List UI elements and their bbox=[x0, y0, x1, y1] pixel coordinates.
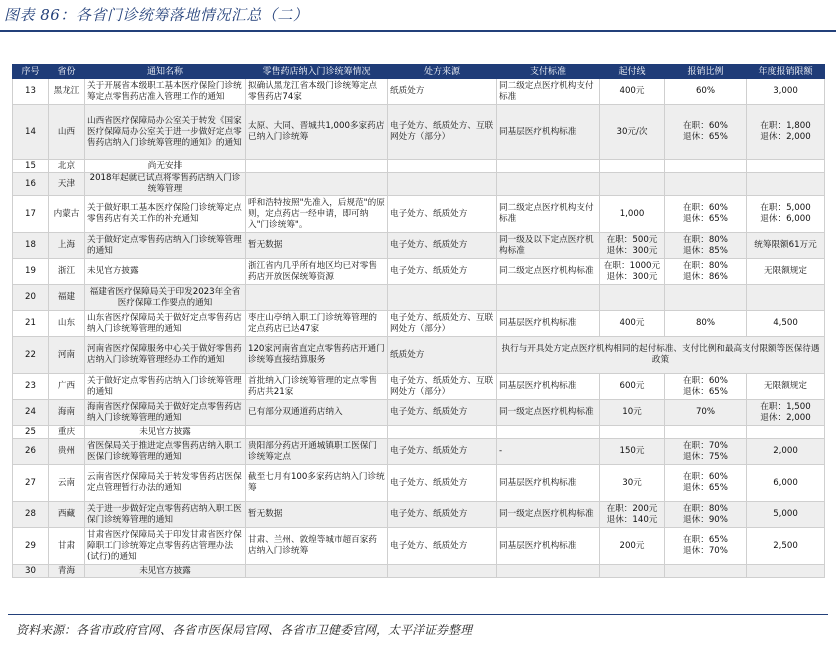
cell-payment-standard: 同二级定点医疗机构标准 bbox=[497, 259, 600, 285]
cell-deductible: 400元 bbox=[600, 79, 665, 105]
header-rx-source: 处方来源 bbox=[388, 65, 497, 79]
cell-no: 24 bbox=[13, 400, 49, 426]
cell-status: 太原、大同、晋城共1,000多家药店已纳入门诊统筹 bbox=[246, 105, 388, 160]
cell-rx-source: 电子处方、纸质处方 bbox=[388, 196, 497, 233]
cell-deductible: 在职：500元 退休：300元 bbox=[600, 233, 665, 259]
cell-annual-limit: 无限额规定 bbox=[747, 374, 825, 400]
cell-ratio bbox=[665, 160, 747, 173]
cell-rx-source bbox=[388, 426, 497, 439]
cell-payment-standard: 同基层医疗机构标准 bbox=[497, 528, 600, 565]
cell-deductible: 30元 bbox=[600, 465, 665, 502]
table-row bbox=[13, 196, 825, 233]
table-row bbox=[13, 311, 825, 337]
cell-status: 贵阳部分药店开通城镇职工医保门诊统筹定点 bbox=[246, 439, 388, 465]
cell-payment-standard bbox=[497, 173, 600, 196]
cell-notice: 关于做好定点零售药店纳入门诊统筹管理的通知 bbox=[85, 233, 246, 259]
table-header-row bbox=[13, 65, 825, 79]
cell-province: 山西 bbox=[49, 105, 85, 160]
cell-province: 内蒙古 bbox=[49, 196, 85, 233]
cell-status: 呼和浩特按照"先准入，后规范"的原则，定点药店一经申请，即可纳入"门诊统筹"。 bbox=[246, 196, 388, 233]
cell-payment-standard: - bbox=[497, 439, 600, 465]
table-row bbox=[13, 426, 825, 439]
cell-status: 枣庄山亭纳入职工门诊统筹管理的定点药店已达47家 bbox=[246, 311, 388, 337]
cell-deductible: 在职：200元 退休：140元 bbox=[600, 502, 665, 528]
cell-ratio: 在职：60% 退休：65% bbox=[665, 374, 747, 400]
cell-annual-limit: 6,000 bbox=[747, 465, 825, 502]
cell-ratio: 在职：70% 退休：75% bbox=[665, 439, 747, 465]
table-row bbox=[13, 233, 825, 259]
cell-payment-standard: 同基层医疗机构标准 bbox=[497, 374, 600, 400]
cell-ratio: 在职：60% 退休：65% bbox=[665, 465, 747, 502]
cell-no: 28 bbox=[13, 502, 49, 528]
cell-annual-limit: 在职：1,800 退休：2,000 bbox=[747, 105, 825, 160]
cell-annual-limit: 2,000 bbox=[747, 439, 825, 465]
header-payment-standard: 支付标准 bbox=[497, 65, 600, 79]
cell-province: 黑龙江 bbox=[49, 79, 85, 105]
cell-status: 截至七月有100多家药店纳入门诊统筹 bbox=[246, 465, 388, 502]
cell-deductible: 1,000 bbox=[600, 196, 665, 233]
cell-notice: 云南省医疗保障局关于转发零售药店医保定点管理暂行办法的通知 bbox=[85, 465, 246, 502]
cell-rx-source: 电子处方、纸质处方 bbox=[388, 439, 497, 465]
cell-deductible: 在职：1000元 退休：300元 bbox=[600, 259, 665, 285]
cell-rx-source bbox=[388, 285, 497, 311]
cell-payment-standard: 同基层医疗机构标准 bbox=[497, 465, 600, 502]
cell-rx-source: 纸质处方 bbox=[388, 79, 497, 105]
cell-status bbox=[246, 285, 388, 311]
cell-status: 暂无数据 bbox=[246, 502, 388, 528]
cell-notice: 山东省医疗保障局关于做好定点零售药店纳入门诊统筹管理的通知 bbox=[85, 311, 246, 337]
cell-notice: 关于做好职工基本医疗保险门诊统筹定点零售药店有关工作的补充通知 bbox=[85, 196, 246, 233]
table-row bbox=[13, 337, 825, 374]
cell-notice: 2018年起就已试点将零售药店纳入门诊统筹管理 bbox=[85, 173, 246, 196]
cell-status bbox=[246, 160, 388, 173]
cell-annual-limit: 2,500 bbox=[747, 528, 825, 565]
cell-annual-limit: 在职：5,000 退休：6,000 bbox=[747, 196, 825, 233]
table-row bbox=[13, 528, 825, 565]
cell-rx-source: 电子处方、纸质处方、互联网处方（部分） bbox=[388, 105, 497, 160]
table-body bbox=[13, 79, 825, 578]
header-province: 省份 bbox=[49, 65, 85, 79]
cell-rx-source: 电子处方、纸质处方 bbox=[388, 400, 497, 426]
cell-notice: 甘肃省医疗保障局关于印发甘肃省医疗保障职工门诊统筹定点零售药店管理办法(试行)的通知 bbox=[85, 528, 246, 565]
source-rule bbox=[8, 614, 828, 615]
header-notice: 通知名称 bbox=[85, 65, 246, 79]
cell-status bbox=[246, 426, 388, 439]
cell-deductible bbox=[600, 160, 665, 173]
cell-province: 北京 bbox=[49, 160, 85, 173]
cell-payment-standard: 同基层医疗机构标准 bbox=[497, 105, 600, 160]
cell-notice: 关于做好定点零售药店纳入门诊统筹管理的通知 bbox=[85, 374, 246, 400]
cell-deductible bbox=[600, 285, 665, 311]
cell-notice: 山西省医疗保障局办公室关于转发《国家医疗保障局办公室关于进一步做好定点零售药店纳入门诊统筹管理的通知》的通知 bbox=[85, 105, 246, 160]
cell-rx-source: 电子处方、纸质处方、互联网处方（部分） bbox=[388, 311, 497, 337]
cell-notice: 关于进一步做好定点零售药店纳入职工医保门诊统筹管理的通知 bbox=[85, 502, 246, 528]
table-row bbox=[13, 565, 825, 578]
cell-no: 18 bbox=[13, 233, 49, 259]
cell-province: 福建 bbox=[49, 285, 85, 311]
cell-ratio bbox=[665, 285, 747, 311]
cell-no: 20 bbox=[13, 285, 49, 311]
cell-rx-source bbox=[388, 173, 497, 196]
cell-ratio bbox=[665, 426, 747, 439]
table-row bbox=[13, 465, 825, 502]
cell-province: 上海 bbox=[49, 233, 85, 259]
cell-deductible bbox=[600, 173, 665, 196]
cell-payment-standard: 同一级定点医疗机构标准 bbox=[497, 502, 600, 528]
cell-rx-source: 电子处方、纸质处方 bbox=[388, 259, 497, 285]
cell-no: 16 bbox=[13, 173, 49, 196]
figure-title: 图表 86：各省门诊统筹落地情况汇总（二） bbox=[4, 6, 309, 24]
header-ratio: 报销比例 bbox=[665, 65, 747, 79]
cell-province: 云南 bbox=[49, 465, 85, 502]
cell-annual-limit: 4,500 bbox=[747, 311, 825, 337]
cell-deductible: 200元 bbox=[600, 528, 665, 565]
cell-ratio: 70% bbox=[665, 400, 747, 426]
cell-province: 甘肃 bbox=[49, 528, 85, 565]
table-row bbox=[13, 285, 825, 311]
cell-annual-limit: 统筹限额61万元 bbox=[747, 233, 825, 259]
cell-annual-limit: 3,000 bbox=[747, 79, 825, 105]
cell-status bbox=[246, 565, 388, 578]
cell-annual-limit bbox=[747, 285, 825, 311]
cell-payment-standard bbox=[497, 426, 600, 439]
cell-deductible: 400元 bbox=[600, 311, 665, 337]
cell-deductible: 10元 bbox=[600, 400, 665, 426]
header-status: 零售药店纳入门诊统筹情况 bbox=[246, 65, 388, 79]
table-row bbox=[13, 173, 825, 196]
cell-ratio bbox=[665, 565, 747, 578]
header-deductible: 起付线 bbox=[600, 65, 665, 79]
cell-province: 西藏 bbox=[49, 502, 85, 528]
cell-ratio: 在职：60% 退休：65% bbox=[665, 105, 747, 160]
cell-rx-source: 电子处方、纸质处方 bbox=[388, 233, 497, 259]
cell-notice: 海南省医疗保障局关于做好定点零售药店纳入门诊统筹管理的通知 bbox=[85, 400, 246, 426]
cell-no: 25 bbox=[13, 426, 49, 439]
cell-notice: 河南省医疗保障服务中心关于做好零售药店纳入门诊统筹管理经办工作的通知 bbox=[85, 337, 246, 374]
cell-payment-standard: 同一级定点医疗机构标准 bbox=[497, 400, 600, 426]
cell-ratio: 80% bbox=[665, 311, 747, 337]
cell-ratio: 在职：60% 退休：65% bbox=[665, 196, 747, 233]
title-rule bbox=[0, 30, 836, 32]
source-note: 资料来源：各省市政府官网、各省市医保局官网、各省市卫健委官网，太平洋证券整理 bbox=[16, 623, 473, 637]
cell-status: 首批纳入门诊统筹管理的定点零售药店共21家 bbox=[246, 374, 388, 400]
cell-rx-source: 电子处方、纸质处方 bbox=[388, 465, 497, 502]
cell-no: 30 bbox=[13, 565, 49, 578]
cell-payment-standard: 同二级定点医疗机构支付标准 bbox=[497, 196, 600, 233]
cell-rx-source bbox=[388, 565, 497, 578]
cell-rx-source: 电子处方、纸质处方 bbox=[388, 502, 497, 528]
cell-province: 广西 bbox=[49, 374, 85, 400]
cell-ratio bbox=[665, 173, 747, 196]
cell-province: 天津 bbox=[49, 173, 85, 196]
policy-table-wrapper bbox=[12, 64, 824, 578]
cell-province: 海南 bbox=[49, 400, 85, 426]
cell-province: 重庆 bbox=[49, 426, 85, 439]
cell-status: 浙江省内几乎所有地区均已对零售药店开放医保统筹资源 bbox=[246, 259, 388, 285]
cell-no: 17 bbox=[13, 196, 49, 233]
cell-province: 贵州 bbox=[49, 439, 85, 465]
policy-table bbox=[12, 64, 825, 578]
cell-notice: 未见官方披露 bbox=[85, 426, 246, 439]
table-row bbox=[13, 439, 825, 465]
cell-ratio: 60% bbox=[665, 79, 747, 105]
cell-rx-source bbox=[388, 160, 497, 173]
cell-deductible bbox=[600, 426, 665, 439]
cell-annual-limit bbox=[747, 426, 825, 439]
cell-notice: 关于开展省本级职工基本医疗保险门诊统筹定点零售药店准入管理工作的通知 bbox=[85, 79, 246, 105]
cell-payment-standard bbox=[497, 285, 600, 311]
cell-deductible: 600元 bbox=[600, 374, 665, 400]
table-row bbox=[13, 160, 825, 173]
cell-no: 26 bbox=[13, 439, 49, 465]
cell-payment-standard: 同一级及以下定点医疗机构标准 bbox=[497, 233, 600, 259]
cell-annual-limit: 无限额规定 bbox=[747, 259, 825, 285]
cell-notice: 未见官方披露 bbox=[85, 565, 246, 578]
cell-payment-standard bbox=[497, 565, 600, 578]
cell-province: 山东 bbox=[49, 311, 85, 337]
cell-province: 浙江 bbox=[49, 259, 85, 285]
header-annual-limit: 年度报销限额 bbox=[747, 65, 825, 79]
table-row bbox=[13, 105, 825, 160]
table-row bbox=[13, 79, 825, 105]
cell-annual-limit: 5,000 bbox=[747, 502, 825, 528]
cell-no: 27 bbox=[13, 465, 49, 502]
cell-status: 暂无数据 bbox=[246, 233, 388, 259]
cell-annual-limit bbox=[747, 173, 825, 196]
cell-payment-standard: 同基层医疗机构标准 bbox=[497, 311, 600, 337]
cell-deductible: 150元 bbox=[600, 439, 665, 465]
cell-no: 19 bbox=[13, 259, 49, 285]
cell-ratio: 在职：80% 退休：85% bbox=[665, 233, 747, 259]
cell-province: 青海 bbox=[49, 565, 85, 578]
cell-no: 22 bbox=[13, 337, 49, 374]
header-no: 序号 bbox=[13, 65, 49, 79]
cell-no: 13 bbox=[13, 79, 49, 105]
table-row bbox=[13, 259, 825, 285]
cell-payment-standard bbox=[497, 160, 600, 173]
table-row bbox=[13, 502, 825, 528]
cell-ratio: 在职：65% 退休：70% bbox=[665, 528, 747, 565]
cell-status: 甘肃、兰州、敦煌等城市超百家药店纳入门诊统筹 bbox=[246, 528, 388, 565]
cell-rx-source: 电子处方、纸质处方 bbox=[388, 528, 497, 565]
cell-annual-limit bbox=[747, 565, 825, 578]
cell-no: 23 bbox=[13, 374, 49, 400]
cell-ratio: 在职：80% 退休：86% bbox=[665, 259, 747, 285]
cell-status: 拟确认黑龙江省本级门诊统筹定点零售药店74家 bbox=[246, 79, 388, 105]
cell-payment-standard: 执行与开具处方定点医疗机构相同的起付标准、支付比例和最高支付限额等医保待遇政策 bbox=[497, 337, 825, 374]
cell-deductible bbox=[600, 565, 665, 578]
cell-no: 21 bbox=[13, 311, 49, 337]
cell-deductible: 30元/次 bbox=[600, 105, 665, 160]
table-row bbox=[13, 400, 825, 426]
cell-payment-standard: 同二级定点医疗机构支付标准 bbox=[497, 79, 600, 105]
cell-no: 15 bbox=[13, 160, 49, 173]
cell-rx-source: 纸质处方 bbox=[388, 337, 497, 374]
cell-no: 14 bbox=[13, 105, 49, 160]
cell-ratio: 在职：80% 退休：90% bbox=[665, 502, 747, 528]
cell-notice: 尚无安排 bbox=[85, 160, 246, 173]
cell-annual-limit bbox=[747, 160, 825, 173]
cell-status: 120家河南省直定点零售药店开通门诊统筹直接结算服务 bbox=[246, 337, 388, 374]
cell-notice: 福建省医疗保障局关于印发2023年全省医疗保障工作要点的通知 bbox=[85, 285, 246, 311]
cell-province: 河南 bbox=[49, 337, 85, 374]
cell-rx-source: 电子处方、纸质处方、互联网处方（部分） bbox=[388, 374, 497, 400]
cell-status: 已有部分双通道药店纳入 bbox=[246, 400, 388, 426]
cell-annual-limit: 在职：1,500 退休：2,000 bbox=[747, 400, 825, 426]
cell-notice: 省医保局关于推进定点零售药店纳入职工医保门诊统筹管理的通知 bbox=[85, 439, 246, 465]
cell-status bbox=[246, 173, 388, 196]
table-row bbox=[13, 374, 825, 400]
cell-no: 29 bbox=[13, 528, 49, 565]
cell-notice: 未见官方披露 bbox=[85, 259, 246, 285]
